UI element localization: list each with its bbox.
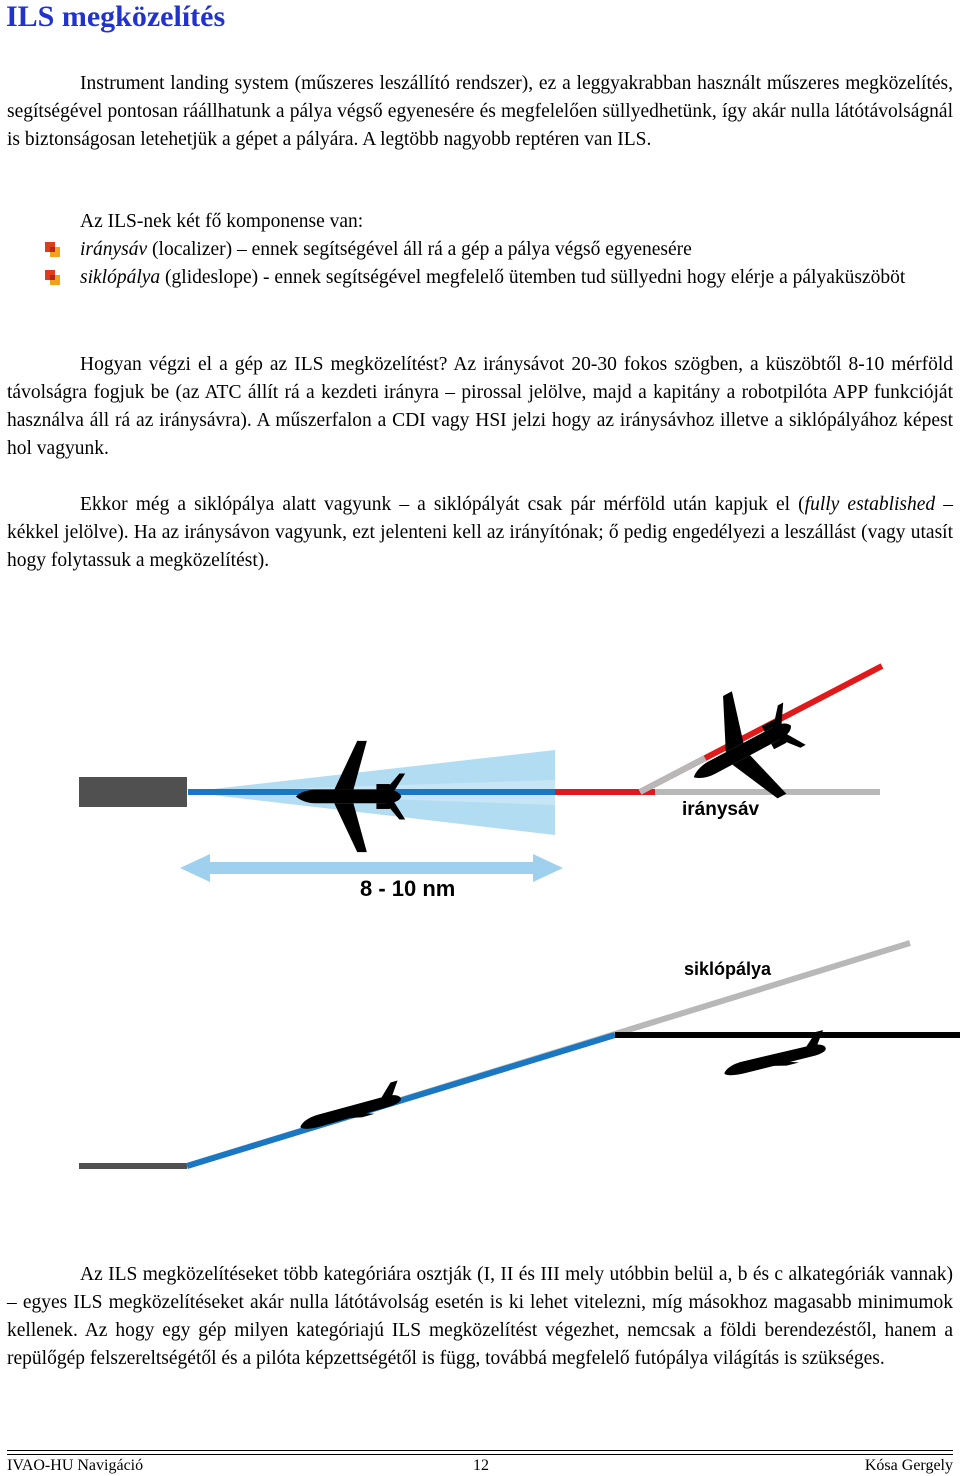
fully-established-term: fully established (804, 494, 936, 515)
term-glideslope: siklópálya (80, 267, 161, 288)
glideslope-view (79, 943, 960, 1166)
footer-divider (7, 1454, 953, 1455)
categories-paragraph: Az ILS megközelítéseket több kategóriára osztják (I, II és III mely utóbbin belül a, b és c alkategóriák vannak) – egyes ILS megközelítéseket akár nulla látótávolság esetén is ki lehet vitelezni, míg másokhoz magasabb minimumok kellenek. Az hogy egy gép milyen kategóriajú ILS megközelítést végezhet, nemcsak a földi berendezéstől, hanem a repülőgép felszereltségétől és a pilóta képzettségétől is függ, továbbá megfelelő futópálya világítás is szükséges. (7, 1264, 953, 1369)
runway (79, 777, 187, 807)
glideslope-paragraph-part1: Ekkor még a siklópálya alatt vagyunk – a siklópályát csak pár mérföld után kapjuk el ( (80, 494, 805, 515)
intro-paragraph: Instrument landing system (műszeres leszállító rendszer), ez a leggyakrabban használt műszeres megközelítés, segítségével pontosan ráállhatunk a pálya végső egyenesére és megfelelően süllyedhetünk, így akár nulla látótávolságnál is biztonságosan letehetjük a gépet a pályára. A legtöbb nagyobb reptéren van ILS. (7, 73, 953, 150)
approach-paragraph: Hogyan végzi el a gép az ILS megközelítést? Az iránysávot 20-30 fokos szögben, a küszöbtől 8-10 mérföld távolságra fogjuk be (az ATC állít rá a kezdeti irányra – pirossal jelölve, majd a kapitány a robotpilóta APP funkcióját használva áll rá az iránysávra). A műszerfalon a CDI vagy HSI jelzi hogy az iránysávhoz illetve a siklópályához képest hol vagyunk. (7, 354, 953, 459)
footer-left: IVAO-HU Navigáció (7, 1457, 144, 1474)
glideslope-track (187, 1035, 615, 1166)
list-item (44, 236, 954, 264)
bullet-icon (44, 269, 62, 287)
glideslope-label: siklópálya (684, 959, 772, 979)
term-glideslope-desc: (glideslope) - ennek segítségével megfelelő ütemben tud süllyedni hogy elérje a pályaküszöböt (160, 267, 906, 288)
bullet-icon (44, 241, 62, 259)
footer-divider (7, 1450, 953, 1451)
term-localizer: iránysáv (80, 239, 148, 260)
footer-author: Kósa Gergely (864, 1457, 953, 1474)
distance-label: 8 - 10 nm (360, 876, 456, 901)
ils-diagram (0, 630, 960, 1250)
localizer-view (79, 666, 882, 901)
glideslope-paragraph (7, 491, 953, 575)
components-intro: Az ILS-nek két fő komponense van: (80, 211, 364, 232)
page-number: 12 (473, 1457, 489, 1474)
page-title: ILS megközelítés (6, 0, 226, 33)
localizer-label: iránysáv (682, 799, 760, 820)
list-item (44, 264, 954, 292)
glideslope-paragraph-part2: – kékkel jelölve). Ha az iránysávon vagyunk, ezt jelenteni kell az irányítónak; ő pedig engedélyezi a leszállást (vagy utasít hogy folytassuk a megközelítést). (7, 494, 954, 571)
airplane-icon (296, 741, 405, 852)
component-list (44, 236, 954, 292)
term-localizer-desc: (localizer) – ennek segítségével áll rá a gép a pálya végső egyenesére (147, 239, 692, 260)
